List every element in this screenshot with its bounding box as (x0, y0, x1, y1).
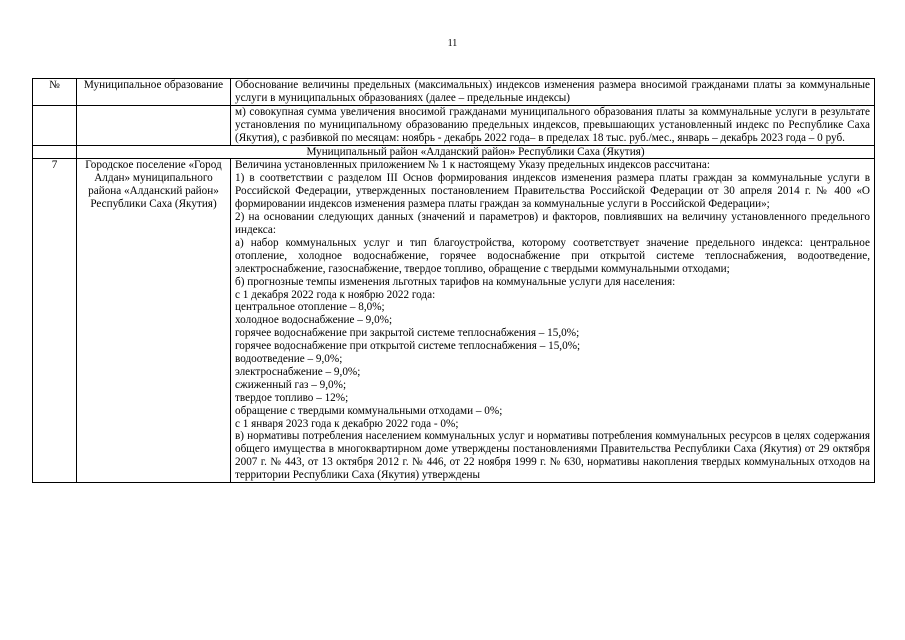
text-line: с 1 января 2023 года к декабрю 2022 года - 0%; (235, 417, 459, 430)
text-line: 2) на основании следующих данных (значений и параметров) и факторов, повлиявших на величину установленного предельного индекса: (235, 211, 870, 236)
district-heading: Муниципальный район «Алданский район» Республики Саха (Якутия) (77, 145, 875, 159)
row-number: 7 (33, 159, 77, 483)
text-line: горячее водоснабжение при открытой системе теплоснабжения – 15,0%; (235, 340, 581, 353)
municipality-name: Городское поселение «Город Алдан» муниципального района «Алданский район» Республики Саха (Якутия) (77, 159, 231, 483)
continuation-text: м) совокупная сумма увеличения вносимой гражданами муниципального образования платы за коммунальные услуги в результате установления по муниципальному образованию предельных индексов, превышающих установленный индекс по Республике Саха (Якутия), с разбивкой по месяцам: ноябрь - декабрь 2022 года– в пределах 18 тыс. руб./мес., январь – декабрь 2023 года – 0 руб. (231, 105, 875, 145)
text-line: в) нормативы потребления населением коммунальных услуг и нормативы потребления коммунальных ресурсов в целях содержания общего имущества в многоквартирном доме утверждены постановлениями Правительства Республики Саха (Якутия) от 29 октября 2007 г. № 443, от 13 октября 2012 г. № 446, от 22 ноября 1999 г. № 630, нормативы накопления твердых коммунальных отходов на территории Республики Саха (Якутия) утверждены (235, 430, 870, 482)
empty-cell (33, 145, 77, 159)
text-line: центральное отопление – 8,0%; (235, 301, 385, 314)
header-number: № (33, 79, 77, 106)
table-row (33, 159, 875, 483)
header-municipality: Муниципальное образование (77, 79, 231, 106)
text-line: б) прогнозные темпы изменения льготных тарифов на коммунальные услуги для населения: (235, 275, 676, 288)
justification-table (32, 78, 875, 483)
text-line: сжиженный газ – 9,0%; (235, 378, 347, 391)
district-heading-row (33, 145, 875, 159)
text-line: холодное водоснабжение – 9,0%; (235, 314, 393, 327)
text-line: с 1 декабря 2022 года к ноябрю 2022 года: (235, 288, 436, 301)
text-line: горячее водоснабжение при закрытой системе теплоснабжения – 15,0%; (235, 327, 580, 340)
text-line: 1) в соответствии с разделом III Основ формирования индексов изменения размера платы граждан за коммунальные услуги в Российской Федерации, утвержденных постановлением Правительства Российской Федерации от 30 апреля 2014 г. № 400 «О формировании индексов изменения размера платы граждан за коммунальные услуги в Российской Федерации»; (235, 172, 870, 211)
table-row (33, 105, 875, 145)
empty-cell (77, 105, 231, 145)
header-justification: Обоснование величины предельных (максимальных) индексов изменения размера вносимой гражданами платы за коммунальные услуги в муниципальных образованиях (далее – предельные индексы) (231, 79, 875, 106)
text-line: водоотведение – 9,0%; (235, 353, 343, 366)
page-number: 11 (447, 38, 458, 49)
text-line: Величина установленных приложением № 1 к настоящему Указу предельных индексов рассчитана: (235, 159, 710, 172)
empty-cell (33, 105, 77, 145)
text-line: а) набор коммунальных услуг и тип благоустройства, которому соответствует значение предельного индекса: центральное отопление, холодное водоснабжение, горячее водоснабжение при открытой системе теплоснабжения, водоотведение, электроснабжение, газоснабжение, твердое топливо, обращение с твердыми коммунальными отходами; (235, 236, 870, 275)
table-header-row (33, 79, 875, 106)
row7-justification (231, 159, 875, 483)
text-line: электроснабжение – 9,0%; (235, 365, 361, 378)
text-line: обращение с твердыми коммунальными отходами – 0%; (235, 404, 503, 417)
text-line: твердое топливо – 12%; (235, 391, 349, 404)
